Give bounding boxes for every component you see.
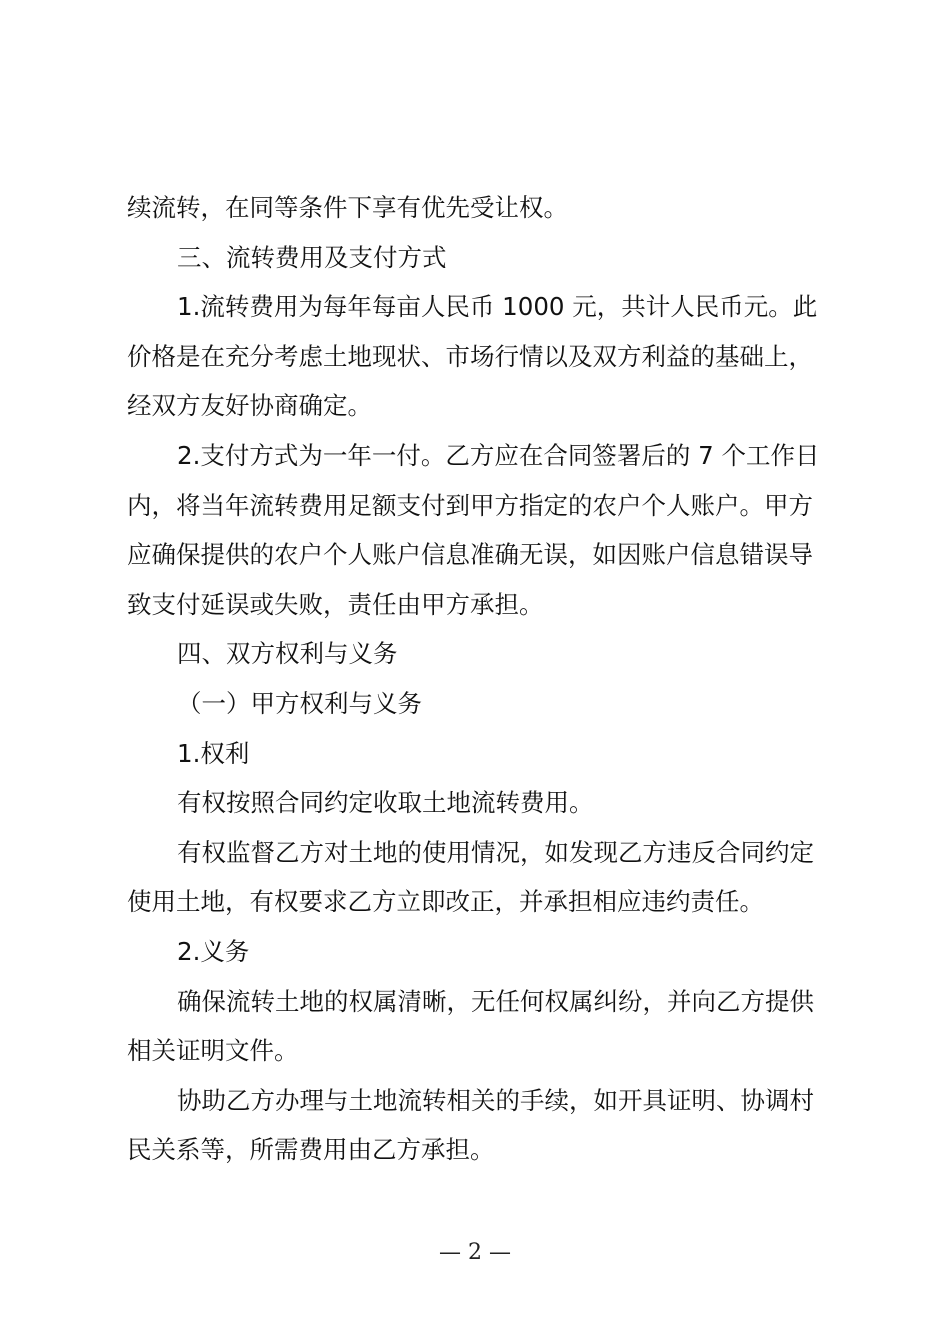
paragraph-continuation: 续流转，在同等条件下享有优先受让权。 — [127, 193, 568, 222]
item-heading-rights: 1.权利 — [177, 738, 250, 768]
paragraph-right-supervise: 有权监督乙方对土地的使用情况，如发现乙方违反合同约定使用土地，有权要求乙方立即改正，并承担相应违约责任。 — [127, 837, 814, 917]
paragraph-payment-method: 2.支付方式为一年一付。乙方应在合同签署后的 7 个工作日内，将当年流转费用足额支付到甲方指定的农户个人账户。甲方应确保提供的农户个人账户信息准确无误，如因账户信息错误导致支付延误或失败，责任由甲方承担。 — [127, 440, 820, 619]
section-heading-rights: 四、双方权利与义务 — [177, 639, 398, 669]
paragraph-fee-amount: 1.流转费用为每年每亩人民币 1000 元，共计人民币元。此价格是在充分考虑土地现状、市场行情以及双方利益的基础上，经双方友好协商确定。 — [127, 292, 818, 421]
item-heading-obligations: 2.义务 — [177, 936, 250, 966]
paragraph-obligation-assist: 协助乙方办理与土地流转相关的手续，如开具证明、协调村民关系等，所需费用由乙方承担。 — [127, 1085, 814, 1165]
document-body — [127, 183, 833, 1175]
paragraph-obligation-ownership: 确保流转土地的权属清晰，无任何权属纠纷，并向乙方提供相关证明文件。 — [127, 986, 814, 1066]
section-heading-fees: 三、流转费用及支付方式 — [177, 242, 447, 272]
paragraph-right-collect-fees: 有权按照合同约定收取土地流转费用。 — [177, 788, 594, 818]
subsection-heading-party-a: （一）甲方权利与义务 — [177, 688, 422, 718]
page-number: — 2 — — [439, 1240, 511, 1265]
